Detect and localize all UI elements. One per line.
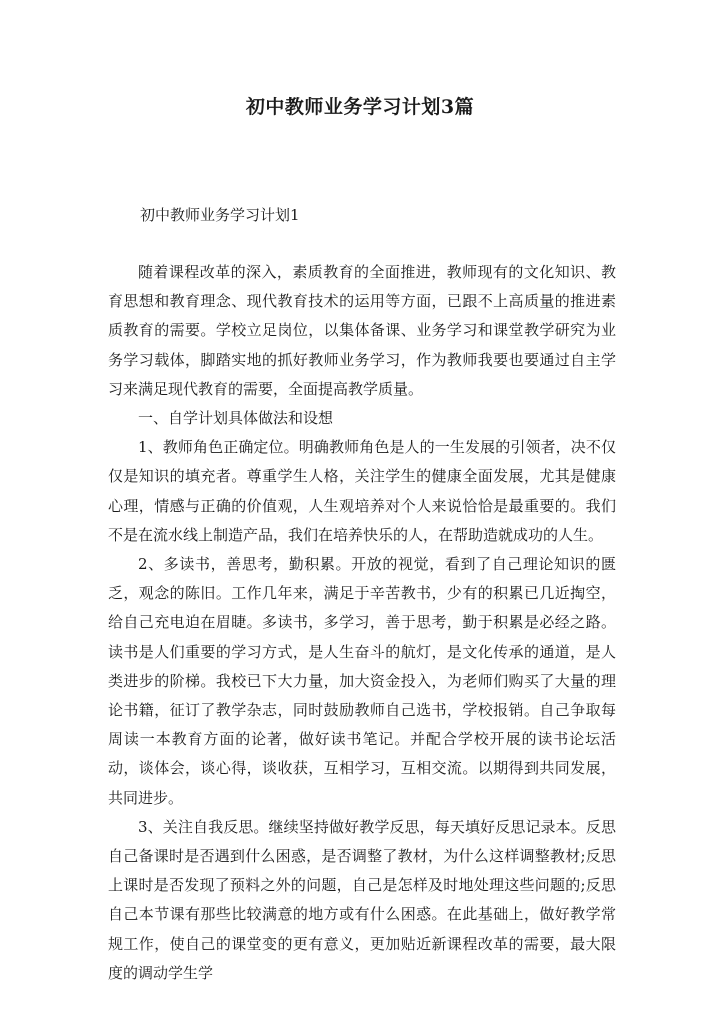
- section-heading: 一、自学计划具体做法和设想: [138, 409, 334, 428]
- paragraph-item-1: 1、教师角色正确定位。明确教师角色是人的一生发展的引领者，决不仅仅是知识的填充者。尊重学生人格，关注学生的健康全面发展，尤其是健康心理，情感与正确的价值观，人生观培养对个人来说恰恰是最重要的。我们不是在流水线上制造产品，我们在培养快乐的人，在帮助造就成功的人生。: [108, 438, 616, 544]
- document-body: [108, 258, 616, 988]
- section-subtitle: 初中教师业务学习计划1: [140, 206, 300, 224]
- paragraph-intro: 随着课程改革的深入，素质教育的全面推进，教师现有的文化知识、教育思想和教育理念、现代教育技术的运用等方面，已跟不上高质量的推进素质教育的需要。学校立足岗位，以集体备课、业务学习和课堂教学研究为业务学习载体，脚踏实地的抓好教师业务学习，作为教师我要也要通过自主学习来满足现代教育的需要，全面提高教学质量。: [108, 263, 616, 398]
- document-title: 初中教师业务学习计划3篇: [245, 96, 475, 118]
- paragraph-item-2: 2、多读书，善思考，勤积累。开放的视觉，看到了自己理论知识的匮乏，观念的陈旧。工作几年来，满足于辛苦教书，少有的积累已几近掏空，给自己充电迫在眉睫。多读书，多学习，善于思考，勤于积累是必经之路。读书是人们重要的学习方式，是人生奋斗的航灯，是文化传承的通道，是人类进步的阶梯。我校已下大力量，加大资金投入，为老师们购买了大量的理论书籍，征订了教学杂志，同时鼓励教师自己选书，学校报销。自己争取每周读一本教育方面的论著，做好读书笔记。并配合学校开展的读书论坛活动，谈体会，谈心得，谈收获，互相学习，互相交流。以期得到共同发展，共同进步。: [108, 555, 616, 807]
- paragraph-item-3: 3、关注自我反思。继续坚持做好教学反思，每天填好反思记录本。反思自己备课时是否遇到什么困惑，是否调整了教材，为什么这样调整教材;反思上课时是否发现了预料之外的问题，自己是怎样及时地处理这些问题的;反思自己本节课有那些比较满意的地方或有什么困惑。在此基础上，做好教学常规工作，使自己的课堂变的更有意义，更加贴近新课程改革的需要，最大限度的调动学生学: [108, 817, 616, 982]
